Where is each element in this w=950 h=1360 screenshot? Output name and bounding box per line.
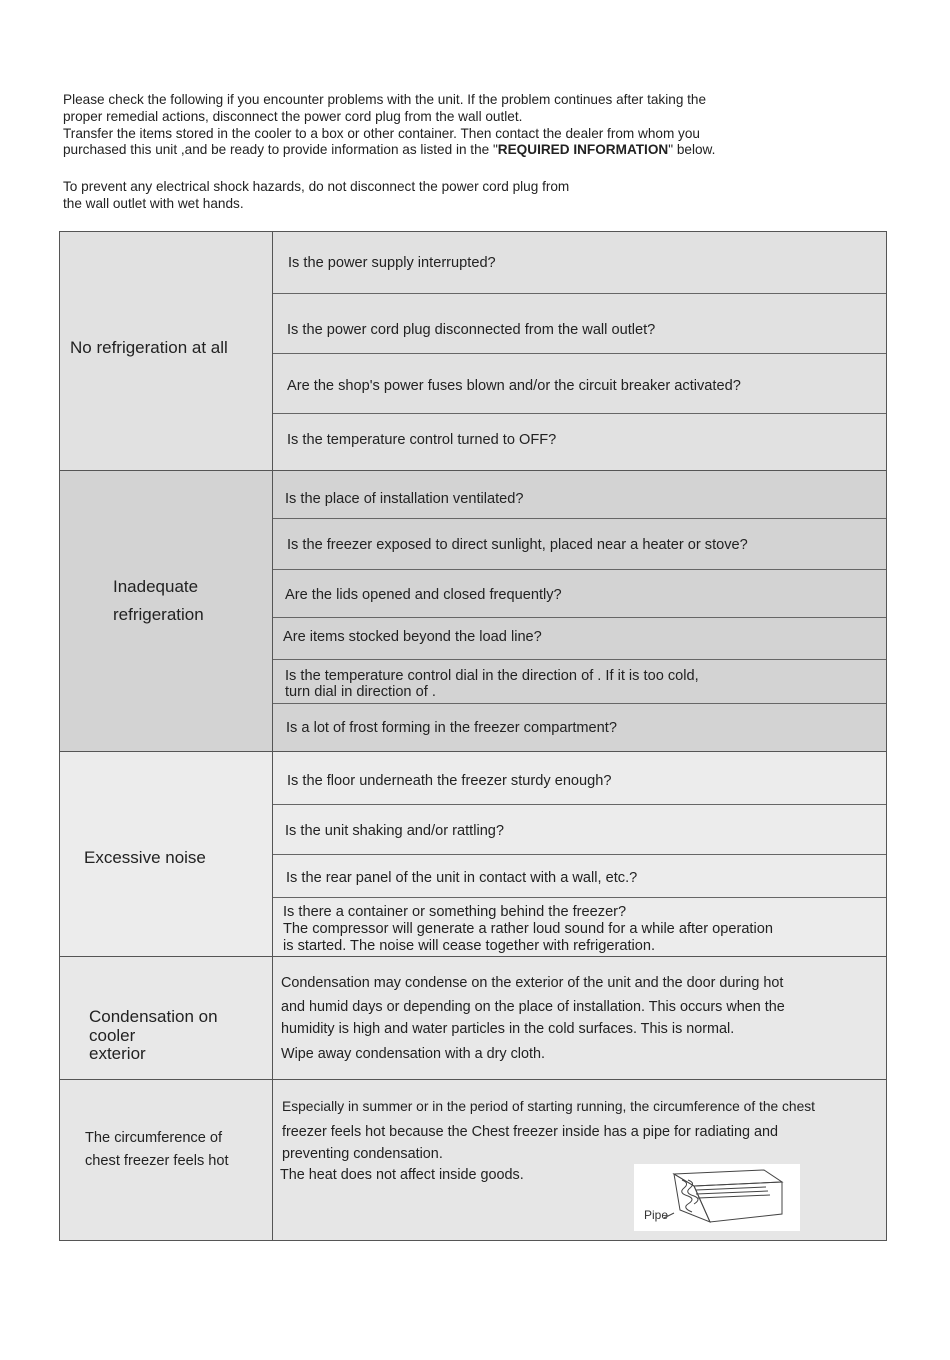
check-text: Are the lids opened and closed frequently? [285, 587, 562, 603]
check-text: Is the power supply interrupted? [288, 255, 496, 271]
intro-text-segment: " below. [668, 142, 716, 158]
category-label: Condensation on cooler exterior [89, 1007, 218, 1063]
intro-line: Please check the following if you encounter problems with the unit. If the problem continues after taking the [63, 92, 707, 107]
check-row [273, 752, 886, 805]
check-row [273, 294, 886, 354]
category-cell [60, 957, 273, 1079]
check-text: Is the temperature control dial in the direction of . If it is too cold, turn dial in direction of . [285, 668, 699, 700]
troubleshooting-table [59, 231, 887, 1241]
check-row [273, 519, 886, 570]
check-text: Is the unit shaking and/or rattling? [285, 823, 505, 839]
check-row [273, 354, 886, 414]
check-row [273, 414, 886, 471]
check-text: Is the place of installation ventilated? [285, 491, 524, 507]
check-row [273, 898, 886, 957]
category-cell [60, 1080, 273, 1240]
category-cell [60, 232, 273, 470]
check-row [273, 232, 886, 294]
check-text: Is a lot of frost forming in the freezer compartment? [286, 720, 617, 736]
category-cell [60, 752, 273, 956]
category-label: No refrigeration at all [70, 338, 228, 357]
hot-text-line: The heat does not affect inside goods. [280, 1167, 524, 1183]
group-inadequate-refrigeration [60, 471, 886, 752]
check-row [273, 618, 886, 660]
category-cell [60, 471, 273, 751]
category-label: The circumference of chest freezer feels hot [85, 1130, 229, 1169]
pipe-label: Pipe [644, 1208, 669, 1222]
hot-text-line: preventing condensation. [282, 1146, 443, 1162]
check-text: Is the temperature control turned to OFF? [287, 432, 557, 448]
intro-line [63, 142, 883, 159]
check-row [273, 660, 886, 704]
warning-line: the wall outlet with wet hands. [63, 195, 244, 211]
check-text: Are the shop's power fuses blown and/or the circuit breaker activated? [287, 378, 741, 394]
check-text: Is the rear panel of the unit in contact with a wall, etc.? [286, 870, 638, 886]
check-row [273, 704, 886, 752]
intro-line: proper remedial actions, disconnect the power cord plug from the wall outlet. [63, 108, 523, 124]
condensation-text-line: humidity is high and water particles in the cold surfaces. This is normal. [281, 1021, 735, 1037]
condensation-text-line: Condensation may condense on the exterior of the unit and the door during hot [281, 975, 784, 991]
check-text: Is the freezer exposed to direct sunlight, placed near a heater or stove? [287, 537, 748, 553]
intro-text-segment: purchased this unit ,and be ready to provide information as listed in the " [63, 142, 498, 158]
condensation-text-line: and humid days or depending on the place of installation. This occurs when the [281, 999, 785, 1015]
hot-text-line: Especially in summer or in the period of starting running, the circumference of the chest [282, 1099, 815, 1114]
intro-line: Transfer the items stored in the cooler to a box or other container. Then contact the dealer from whom you [63, 125, 700, 141]
warning-line: To prevent any electrical shock hazards, do not disconnect the power cord plug from [63, 179, 570, 195]
check-text: Is there a container or something behind the freezer? The compressor will generate a rather loud sound for a while after operation is started. The noise will cease together with refrigeration. [283, 904, 773, 954]
group-excessive-noise [60, 752, 886, 957]
check-row [273, 570, 886, 618]
group-circumference-hot [60, 1080, 886, 1240]
group-no-refrigeration [60, 232, 886, 471]
check-row [273, 805, 886, 855]
hot-text-line: freezer feels hot because the Chest freezer inside has a pipe for radiating and [282, 1124, 778, 1140]
required-information-label: REQUIRED INFORMATION [497, 142, 669, 158]
category-label: Excessive noise [84, 848, 206, 867]
intro-text [63, 92, 883, 213]
check-text: Is the power cord plug disconnected from the wall outlet? [287, 322, 656, 338]
category-label: Inadequate refrigeration [113, 577, 204, 624]
check-row [273, 471, 886, 519]
condensation-text-line: Wipe away condensation with a dry cloth. [281, 1046, 545, 1062]
check-text: Is the floor underneath the freezer sturdy enough? [287, 773, 612, 789]
group-condensation [60, 957, 886, 1080]
check-row [273, 855, 886, 898]
check-text: Are items stocked beyond the load line? [283, 629, 542, 645]
pipe-diagram [634, 1164, 800, 1231]
